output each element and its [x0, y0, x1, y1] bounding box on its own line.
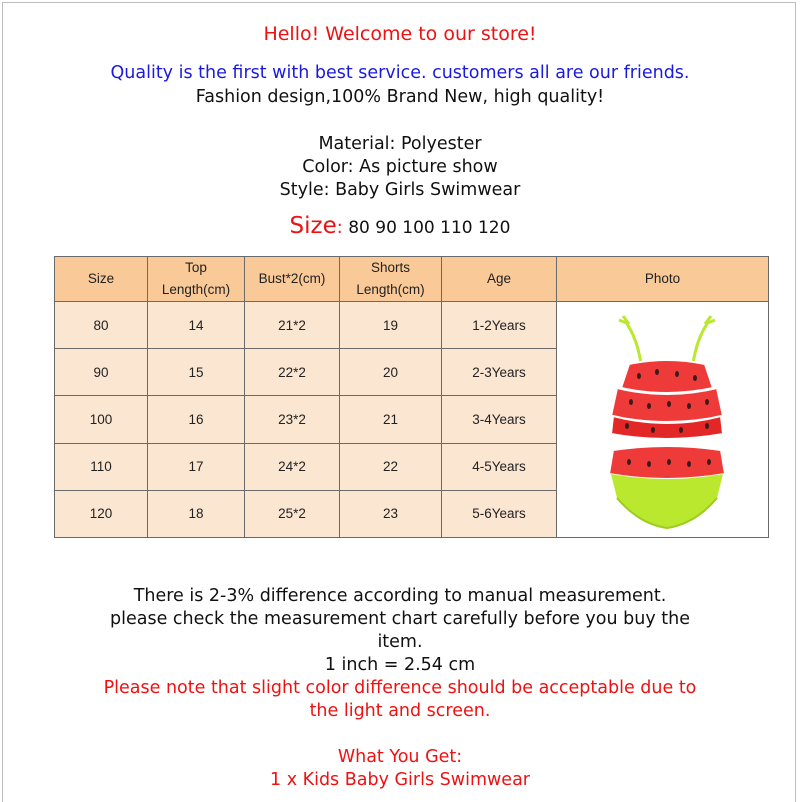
photo-cell — [557, 302, 769, 538]
size-line — [0, 213, 800, 239]
cell-size: 90 — [55, 349, 148, 396]
style-spec: Style: Baby Girls Swimwear — [279, 180, 521, 200]
cell-shorts-length: 23 — [340, 490, 442, 537]
size-chart-table — [54, 256, 769, 538]
cell-age: 3-4Years — [442, 396, 557, 443]
cell-size: 100 — [55, 396, 148, 443]
package-contents: 1 x Kids Baby Girls Swimwear — [270, 770, 530, 790]
cell-shorts-length: 19 — [340, 302, 442, 349]
header-shorts-line2: Length(cm) — [356, 282, 425, 297]
cell-age: 1-2Years — [442, 302, 557, 349]
size-colon: : — [336, 218, 349, 238]
cell-size: 120 — [55, 490, 148, 537]
cell-shorts-length: 21 — [340, 396, 442, 443]
measurement-note-1: There is 2-3% difference according to manual measurement. — [133, 586, 667, 606]
color-spec: Color: As picture show — [302, 157, 498, 177]
header-top-line1: Top — [185, 260, 207, 275]
cell-top-length: 14 — [148, 302, 245, 349]
cell-shorts-length: 20 — [340, 349, 442, 396]
cell-size: 80 — [55, 302, 148, 349]
inch-conversion: 1 inch = 2.54 cm — [324, 655, 476, 675]
swimwear-photo — [557, 302, 777, 537]
header-bust: Bust*2(cm) — [245, 257, 340, 302]
fashion-statement: Fashion design,100% Brand New, high quality! — [195, 87, 605, 107]
size-values: 80 90 100 110 120 — [348, 218, 511, 238]
cell-bust: 21*2 — [245, 302, 340, 349]
header-top-length — [148, 257, 245, 302]
color-difference-note-2: the light and screen. — [309, 701, 491, 721]
cell-bust: 23*2 — [245, 396, 340, 443]
welcome-heading: Hello! Welcome to our store! — [263, 23, 537, 45]
measurement-note-2: please check the measurement chart carefully before you buy the — [110, 609, 690, 629]
table-row — [55, 302, 769, 349]
what-you-get-heading: What You Get: — [337, 747, 463, 767]
cell-bust: 22*2 — [245, 349, 340, 396]
cell-age: 4-5Years — [442, 443, 557, 490]
cell-age: 2-3Years — [442, 349, 557, 396]
cell-size: 110 — [55, 443, 148, 490]
cell-bust: 24*2 — [245, 443, 340, 490]
cell-top-length: 16 — [148, 396, 245, 443]
cell-bust: 25*2 — [245, 490, 340, 537]
header-top-line2: Length(cm) — [161, 282, 231, 297]
watermelon-swimsuit-illustration — [557, 302, 777, 537]
cell-age: 5-6Years — [442, 490, 557, 537]
header-age: Age — [442, 257, 557, 302]
header-shorts-length — [340, 257, 442, 302]
cell-shorts-length: 22 — [340, 443, 442, 490]
cell-top-length: 17 — [148, 443, 245, 490]
size-label: Size — [289, 213, 337, 239]
header-size: Size — [55, 257, 148, 302]
cell-top-length: 18 — [148, 490, 245, 537]
material-spec: Material: Polyester — [318, 134, 482, 154]
table-header-row — [55, 257, 769, 302]
quality-statement: Quality is the first with best service. customers all are our friends. — [110, 63, 690, 83]
measurement-note-3: item. — [377, 632, 423, 652]
header-shorts-line1: Shorts — [370, 260, 411, 275]
header-photo: Photo — [557, 257, 769, 302]
cell-top-length: 15 — [148, 349, 245, 396]
color-difference-note-1: Please note that slight color difference should be acceptable due to — [103, 678, 697, 698]
